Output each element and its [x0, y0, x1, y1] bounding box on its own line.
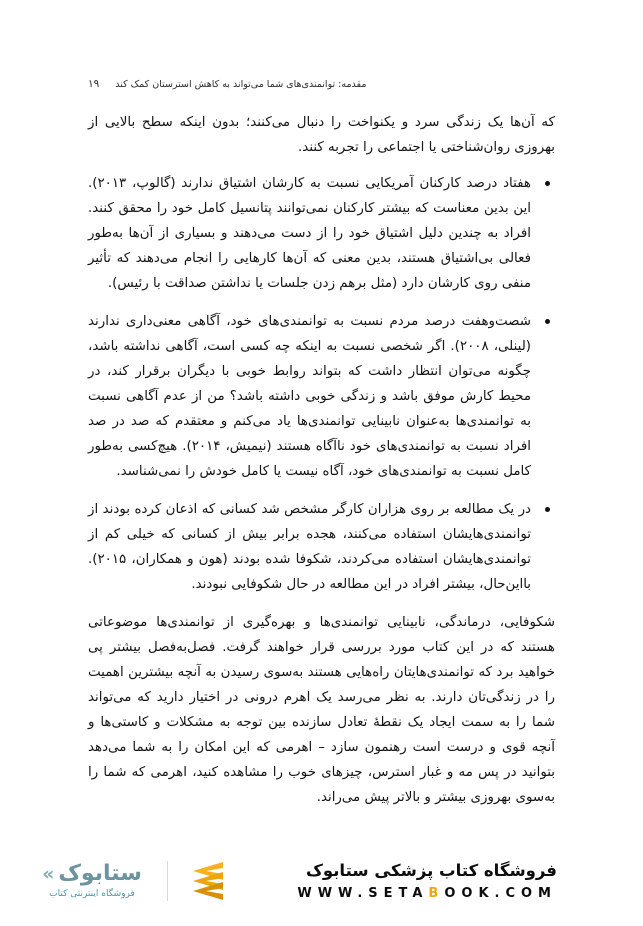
list-item-text: شصت‌وهفت درصد مردم نسبت به توانمندی‌های خود، آگاهی معنی‌داری ندارند (لینلی، ۲۰۰۸). اگر شخصی نسبت به اینکه چه کسی است، آگاهی نداشته باشد، چگونه می‌توان انتظار داشت که بتواند روابط خوبی با دیگران برقرار کند، در محیط کارش موفق باشد و زندگی خوبی داشته باشد؟ من از عدم آگاهی نسبت به توانمندی‌ها به‌عنوان نابینایی توانمندی‌ها یاد می‌کنم و معتقدم که صد در صد افراد نسبت به توانمندی‌های خود ناآگاه هستند (نیمیش، ۲۰۱۴). هیچ‌کسی به‌طور کامل نسبت به توانمندی‌های خود، آگاه نیست یا کامل خودش را نمی‌شناسد.	[88, 314, 531, 479]
intro-paragraph: که آن‌ها یک زندگی سرد و یکنواخت را دنبال می‌کنند؛ بدون اینکه سطح بالایی از بهروزی روان‌شناختی یا اجتماعی را تجربه کنند.	[88, 115, 555, 155]
list-item	[88, 497, 555, 597]
page-number: ۱۹	[88, 78, 100, 90]
website-prefix: WWW.SETA	[297, 885, 429, 901]
website-highlight: B	[428, 885, 445, 901]
footer-store-info	[297, 861, 557, 901]
website-suffix: OOK.COM	[444, 885, 557, 901]
closing-paragraph: شکوفایی، درماندگی، نابینایی توانمندی‌ها و بهره‌گیری از توانمندی‌ها موضوعاتی هستند که در این کتاب مورد بررسی قرار خواهند گرفت. فصل‌به‌فصل بیشتر پی خواهید برد که توانمندی‌هایتان راه‌هایی هستند به‌سوی رسیدن به آنچه بیشترین اهمیت را در زندگی‌تان دارند. به نظر می‌رسد یک اهرم درونی در اختیار دارید که می‌تواند شما را به سمت ایجاد یک نقطهٔ تعادل سازنده بین توجه به مشکلات و کاستی‌ها و آنچه قوی و درست است رهنمون سازد – اهرمی که این امکان را به شما می‌دهد بتوانید در پس مه و غبار استرس، چیزهای خوب را مشاهده کنید، اهرمی که شما را به‌سوی بهروزی بیشتر و بالاتر پیش می‌راند.	[88, 615, 555, 805]
website-url	[297, 886, 557, 901]
footer-banner	[33, 848, 557, 914]
vertical-divider	[167, 861, 168, 901]
bullet-icon	[545, 319, 551, 325]
running-title: مقدمه: توانمندی‌های شما می‌تواند به کاهش استرستان کمک کند	[115, 79, 367, 90]
setabook-wordmark	[33, 863, 151, 885]
page-header	[88, 78, 366, 90]
bullet-list	[88, 171, 555, 597]
list-item-text: هفتاد درصد کارکنان آمریکایی نسبت به کارشان اشتیاق ندارند (گالوپ، ۲۰۱۳). این بدین معناست که بیشتر کارکنان نمی‌توانند پتانسیل کامل خود را محقق کنند. افراد به چندین دلیل اشتیاق خود را از دست می‌دهند و بسیاری از آن‌ها به‌طور فعالی بی‌اشتیاق هستند، بدین معنی که آن‌ها کارهایی را انجام می‌دهند که تأثیر منفی روی کارشان دارد (مثل برهم زدن جلسات یا نداشتن صداقت با رئیس).	[88, 176, 531, 291]
store-title: فروشگاه کتاب پزشکی ستابوک	[306, 861, 557, 881]
bullet-icon	[545, 507, 551, 513]
setabook-emblem-icon	[184, 861, 226, 901]
list-item-text: در یک مطالعه بر روی هزاران کارگر مشخص شد کسانی که اذعان کرده بودند از توانمندی‌هایشان استفاده می‌کنند، هجده برابر بیش از کسانی که خیلی کم از توانمندی‌هایشان استفاده می‌کردند، شکوفا شده بودند (هون و همکاران، ۲۰۱۵). بااین‌حال، بیشتر افراد در این مطالعه در حال شکوفایی نبودند.	[88, 502, 531, 592]
chevron-left-icon: «	[42, 862, 55, 885]
logo-subtitle: فروشگاه اینترنتی کتاب	[49, 889, 135, 899]
list-item	[88, 171, 555, 296]
logo-text: ستابوک	[58, 861, 142, 886]
setabook-wordmark-block	[33, 863, 151, 899]
page-body	[88, 110, 555, 821]
brand-logo-group	[33, 861, 226, 901]
bullet-icon	[545, 181, 551, 187]
list-item	[88, 309, 555, 484]
